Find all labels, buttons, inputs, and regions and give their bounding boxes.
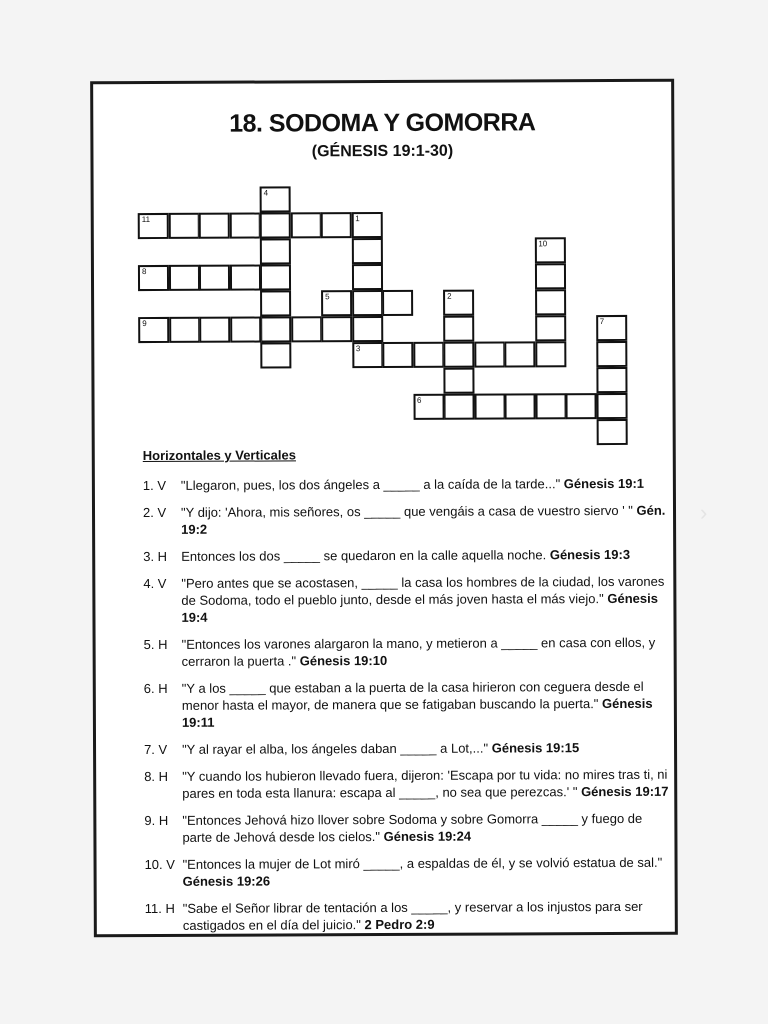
crossword-cell[interactable] — [596, 315, 627, 341]
crossword-grid — [93, 82, 679, 465]
crossword-cell[interactable] — [535, 341, 566, 367]
crossword-cell[interactable] — [351, 238, 382, 264]
clue-text: "Entonces la mujer de Lot miró _____, a espaldas de él, y se volvió estatua de sal." — [182, 854, 663, 872]
crossword-cell[interactable] — [443, 290, 474, 316]
cell-number: 3 — [355, 344, 361, 354]
clue-reference: 2 Pedro 2:9 — [364, 916, 435, 933]
crossword-cell[interactable] — [596, 419, 627, 445]
crossword-cell[interactable] — [413, 394, 444, 420]
crossword-cell[interactable] — [260, 290, 291, 316]
clue-number: 4. V — [143, 575, 167, 592]
cell-number: 8 — [141, 267, 147, 277]
crossword-cell[interactable] — [290, 212, 321, 238]
clue-text: "Sabe el Señor librar de tentación a los _____, y reservar a los injustos para ser castigados en el día del juicio." — [182, 898, 643, 933]
cell-number: 7 — [599, 317, 605, 327]
cell-number: 9 — [142, 319, 147, 329]
crossword-cell[interactable] — [596, 393, 627, 419]
crossword-cell[interactable] — [535, 289, 566, 315]
cell-number: 4 — [263, 188, 269, 198]
clue-text: "Llegaron, pues, los dos ángeles a _____ a la caída de la tarde..." — [180, 476, 564, 493]
clue-item — [143, 502, 673, 538]
crossword-cell[interactable] — [229, 213, 260, 239]
clue-text: "Entonces Jehová hizo llover sobre Sodoma y sobre Gomorra _____ y fuego de parte de Jehová desde los cielos." — [182, 810, 643, 845]
next-page-arrow-icon[interactable]: › — [700, 500, 708, 525]
crossword-cell[interactable] — [534, 237, 565, 263]
crossword-cell[interactable] — [260, 238, 291, 264]
clue-number: 10. V — [144, 856, 175, 873]
crossword-cell[interactable] — [382, 342, 413, 368]
clue-number: 7. V — [144, 741, 168, 758]
crossword-cell[interactable] — [168, 213, 199, 239]
clue-number: 1. V — [142, 477, 167, 494]
clue-reference: Génesis 19:15 — [491, 740, 580, 756]
clue-text: "Entonces los varones alargaron la mano, y metieron a _____ en casa con ellos, y cerraron la puerta ." — [181, 634, 656, 669]
crossword-cell[interactable] — [169, 317, 200, 343]
crossword-cell[interactable] — [351, 264, 382, 290]
crossword-cell[interactable] — [260, 186, 291, 212]
crossword-cell[interactable] — [321, 316, 352, 342]
clue-reference: Gén. 19:2 — [181, 502, 666, 537]
crossword-cell[interactable] — [138, 317, 169, 343]
cell-number: 10 — [538, 239, 548, 249]
crossword-cell[interactable] — [535, 393, 566, 419]
crossword-cell[interactable] — [474, 341, 505, 367]
crossword-cell[interactable] — [260, 212, 291, 238]
page-subtitle: (GÉNESIS 19:1-30) — [311, 142, 454, 161]
crossword-cell[interactable] — [199, 213, 230, 239]
cell-number: 1 — [355, 214, 360, 224]
worksheet-page — [90, 79, 678, 938]
crossword-cell[interactable] — [168, 265, 199, 291]
crossword-cell[interactable] — [321, 212, 352, 238]
clues-heading: Horizontales y Verticales — [142, 447, 296, 464]
clue-number: 8. H — [144, 768, 169, 785]
crossword-cell[interactable] — [474, 393, 505, 419]
clue-item — [143, 546, 673, 565]
crossword-cell[interactable] — [444, 394, 475, 420]
crossword-cell[interactable] — [260, 264, 291, 290]
crossword-cell[interactable] — [138, 213, 169, 239]
clue-item — [143, 573, 673, 626]
page-title: 18. SODOMA Y GOMORRA — [229, 108, 536, 138]
cell-number: 5 — [325, 292, 330, 302]
crossword-cell[interactable] — [260, 316, 291, 342]
clue-item — [144, 678, 674, 731]
clues-section — [143, 445, 675, 944]
cell-number: 2 — [447, 291, 452, 301]
clue-number: 11. H — [144, 900, 175, 917]
clue-number: 5. H — [143, 636, 168, 653]
clue-text: "Pero antes que se acostasen, _____ la casa los hombres de la ciudad, los varones de Sodoma, todo el pueblo junto, desde el más joven hasta el más viejo." — [181, 573, 665, 608]
crossword-cell[interactable] — [534, 263, 565, 289]
cell-number: 11 — [141, 215, 151, 225]
clue-item — [144, 810, 674, 846]
clue-number: 6. H — [143, 680, 168, 697]
crossword-cell[interactable] — [505, 393, 536, 419]
clue-reference: Génesis 19:11 — [181, 695, 653, 730]
crossword-cell[interactable] — [260, 342, 291, 368]
crossword-cell[interactable] — [229, 265, 260, 291]
clue-reference: Génesis 19:3 — [549, 546, 631, 563]
clue-number: 3. H — [143, 548, 168, 565]
clue-number: 2. V — [142, 504, 167, 521]
crossword-cell[interactable] — [443, 342, 474, 368]
crossword-cell[interactable] — [352, 316, 383, 342]
crossword-cell[interactable] — [382, 290, 413, 316]
clue-reference: Génesis 19:10 — [299, 652, 388, 669]
clue-item — [144, 634, 674, 670]
crossword-cell[interactable] — [352, 342, 383, 368]
clue-text: Entonces los dos _____ se quedaron en la calle aquella noche. — [181, 547, 550, 564]
clue-reference: Génesis 19:1 — [563, 475, 645, 492]
crossword-cell[interactable] — [230, 317, 261, 343]
cell-number: 6 — [417, 395, 422, 405]
crossword-cell[interactable] — [413, 342, 444, 368]
crossword-cell[interactable] — [199, 317, 230, 343]
crossword-cell[interactable] — [352, 290, 383, 316]
clue-text: "Y cuando los hubieron llevado fuera, dijeron: 'Escapa por tu vida: no mires tras ti, ni pares en toda esta llanura: escapa al _____, no sea que perezcas.' " — [182, 766, 668, 801]
clue-item — [144, 739, 674, 758]
clue-reference: Génesis 19:17 — [581, 783, 669, 800]
clue-text: "Y al rayar el alba, los ángeles daban _____ a Lot,..." — [182, 740, 492, 757]
crossword-cell[interactable] — [596, 367, 627, 393]
crossword-cell[interactable] — [535, 315, 566, 341]
crossword-cell[interactable] — [566, 393, 597, 419]
clue-item — [145, 898, 675, 934]
crossword-cell[interactable] — [596, 341, 627, 367]
clue-reference: Génesis 19:24 — [383, 828, 472, 845]
clue-list — [143, 475, 675, 934]
crossword-cell[interactable] — [443, 316, 474, 342]
crossword-cell[interactable] — [291, 316, 322, 342]
clue-item — [143, 475, 673, 494]
crossword-cell[interactable] — [321, 290, 352, 316]
clue-text: "Y dijo: 'Ahora, mis señores, os _____ que vengáis a casa de vuestro siervo ' " — [180, 502, 637, 520]
clue-reference: Génesis 19:26 — [182, 873, 271, 889]
clue-text: "Y a los _____ que estaban a la puerta de la casa hirieron con ceguera desde el menor hasta el mayor, de manera que se fatigaban buscando la puerta." — [181, 678, 644, 713]
clue-number: 9. H — [144, 812, 169, 829]
crossword-cell[interactable] — [199, 265, 230, 291]
clue-reference: Génesis 19:4 — [181, 590, 658, 625]
crossword-cell[interactable] — [351, 212, 382, 238]
crossword-cell[interactable] — [138, 265, 169, 291]
crossword-cell[interactable] — [504, 341, 535, 367]
crossword-cell[interactable] — [443, 368, 474, 394]
clue-item — [144, 766, 674, 802]
clue-item — [145, 854, 675, 890]
